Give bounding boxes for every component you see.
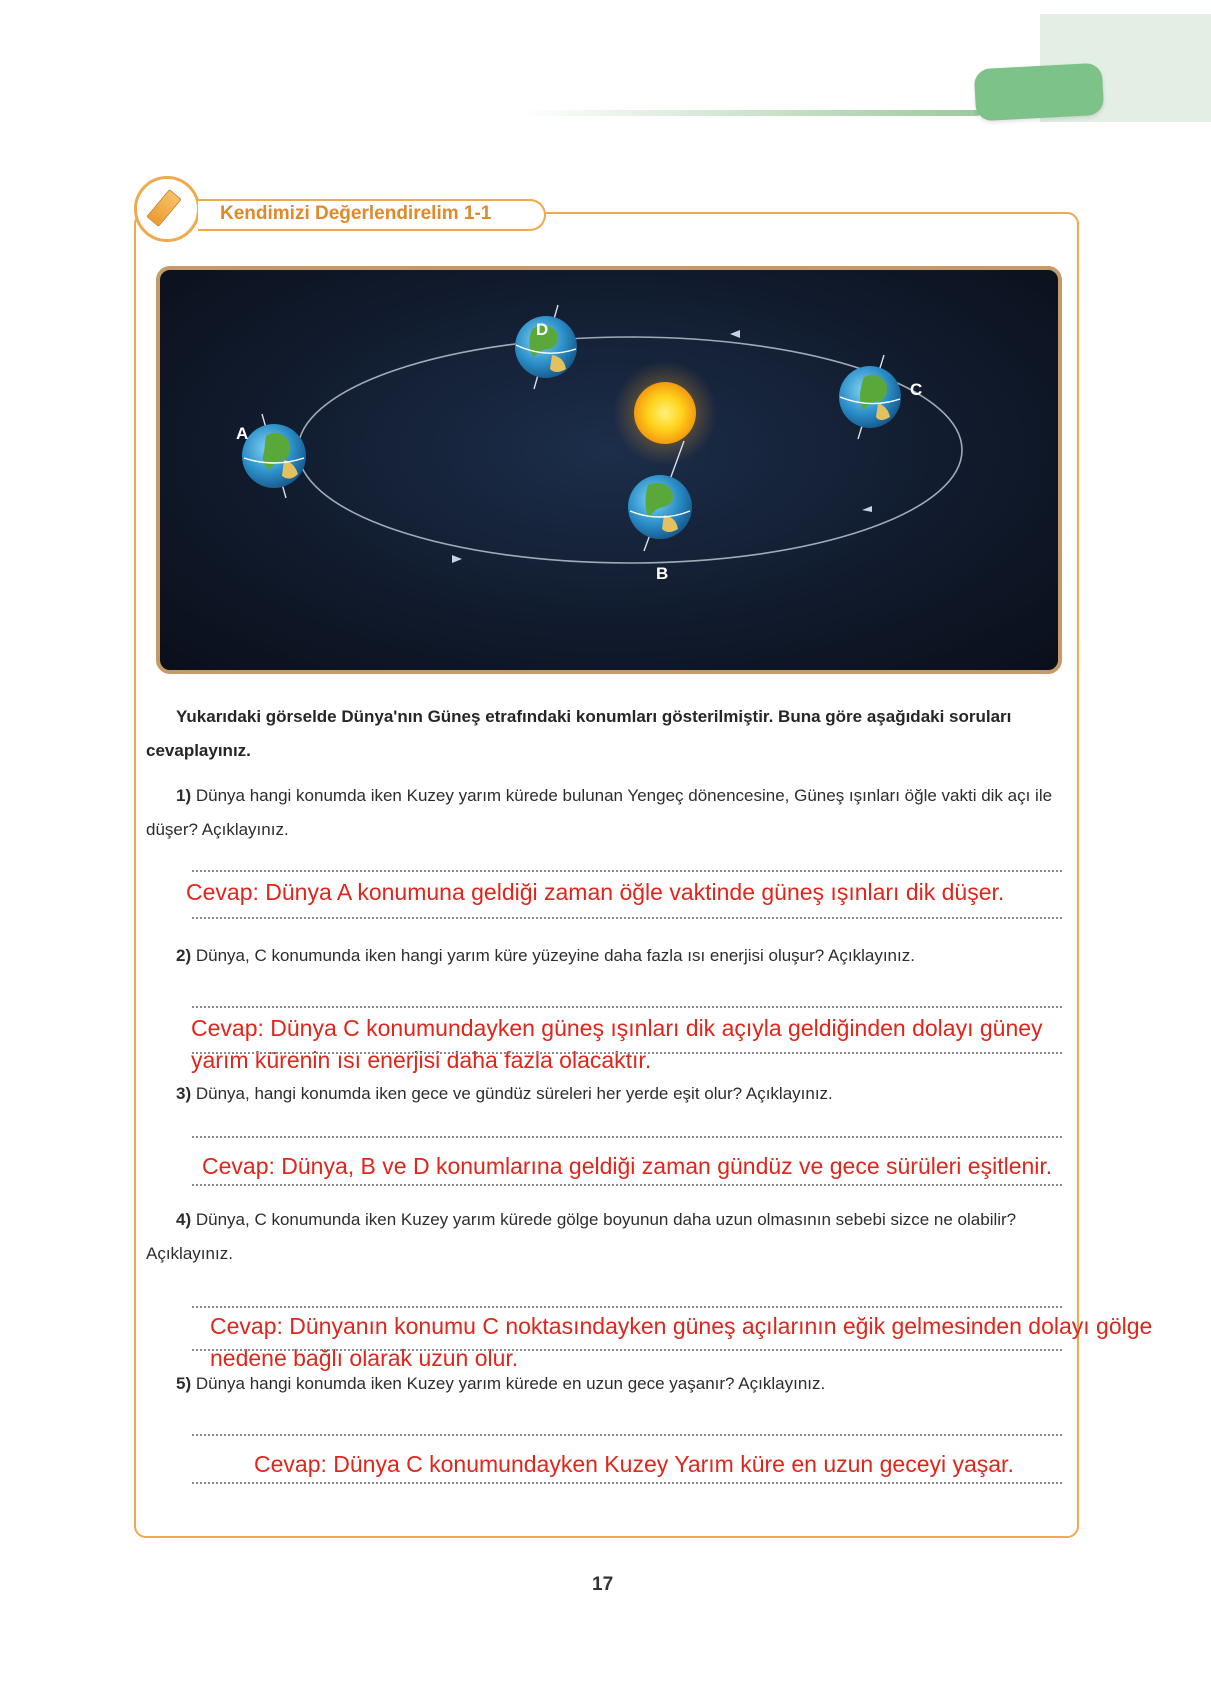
question-3: [146, 1077, 1068, 1111]
question-2-text: Dünya, C konumunda iken hangi yarım küre yüzeyine daha fazla ısı enerjisi oluşur? Açıklayınız.: [195, 946, 915, 965]
answer-line: [192, 1006, 1062, 1008]
question-5: [146, 1367, 1068, 1401]
question-3-number: 3): [176, 1084, 192, 1103]
orbit-diagram: [160, 270, 1058, 670]
sun: [634, 382, 696, 444]
answer-line: [192, 917, 1062, 919]
answer-line: [192, 1052, 1062, 1054]
answer-line: [192, 870, 1062, 872]
earth-orbit-figure: [156, 266, 1062, 674]
answer-line: [192, 1306, 1062, 1308]
answer-line: [192, 1482, 1062, 1484]
orbit-arrow: [452, 555, 462, 563]
answer-line: [192, 1434, 1062, 1436]
earth-a: [242, 414, 306, 498]
question-4-text: Dünya, C konumunda iken Kuzey yarım kürede gölge boyunun daha uzun olmasının sebebi sizce ne olabilir? Açıklayınız.: [146, 1210, 1017, 1263]
question-5-number: 5): [176, 1374, 192, 1393]
answer-5: Cevap: Dünya C konumundayken Kuzey Yarım küre en uzun geceyi yaşar.: [254, 1451, 1014, 1477]
answer-2: Cevap: Dünya C konumundayken güneş ışınları dik açıyla geldiğinden dolayı güney yarım kürenin ısı enerjisi daha fazla olacaktır.: [191, 1015, 1043, 1073]
question-3-text: Dünya, hangi konumda iken gece ve gündüz süreleri her yerde eşit olur? Açıklayınız.: [195, 1084, 833, 1103]
top-decoration-line: [520, 110, 980, 116]
question-2: [146, 939, 1068, 973]
answer-line: [192, 1184, 1062, 1186]
earth-c: [839, 355, 901, 439]
question-5-text: Dünya hangi konumda iken Kuzey yarım kürede en uzun gece yaşanır? Açıklayınız.: [195, 1374, 826, 1393]
question-2-number: 2): [176, 946, 192, 965]
answer-line: [192, 1349, 1062, 1351]
question-1-number: 1): [176, 786, 192, 805]
question-4-number: 4): [176, 1210, 192, 1229]
section-title: Kendimizi Değerlendirelim 1-1: [220, 203, 492, 224]
orbit-arrow: [730, 330, 740, 338]
page-number: 17: [592, 1574, 614, 1595]
answer-3: Cevap: Dünya, B ve D konumlarına geldiği zaman gündüz ve gece sürüleri eşitlenir.: [202, 1153, 1053, 1179]
question-1: [146, 779, 1068, 847]
answer-1: Cevap: Dünya A konumuna geldiği zaman öğle vaktinde güneş ışınları dik düşer.: [186, 879, 1005, 905]
label-c: C: [910, 380, 923, 399]
answer-line: [192, 1136, 1062, 1138]
question-1-text: Dünya hangi konumda iken Kuzey yarım kürede bulunan Yengeç dönencesine, Güneş ışınları öğle vakti dik açı ile düşer? Açıklayınız.: [146, 786, 1053, 839]
question-4: [146, 1203, 1068, 1271]
earth-d: [515, 305, 577, 389]
top-decoration-pill: [974, 63, 1105, 122]
label-d: D: [536, 320, 549, 339]
intro-text: Yukarıdaki görselde Dünya'nın Güneş etrafındaki konumları gösterilmiştir. Buna göre aşağıdaki soruları cevaplayınız.: [146, 707, 1012, 760]
label-b: B: [656, 564, 669, 583]
orbit-arrow: [862, 506, 872, 512]
label-a: A: [236, 424, 249, 443]
answer-4: Cevap: Dünyanın konumu C noktasındayken güneş açılarının eğik gelmesinden dolayı gölge nedene bağlı olarak uzun olur.: [210, 1313, 1153, 1371]
